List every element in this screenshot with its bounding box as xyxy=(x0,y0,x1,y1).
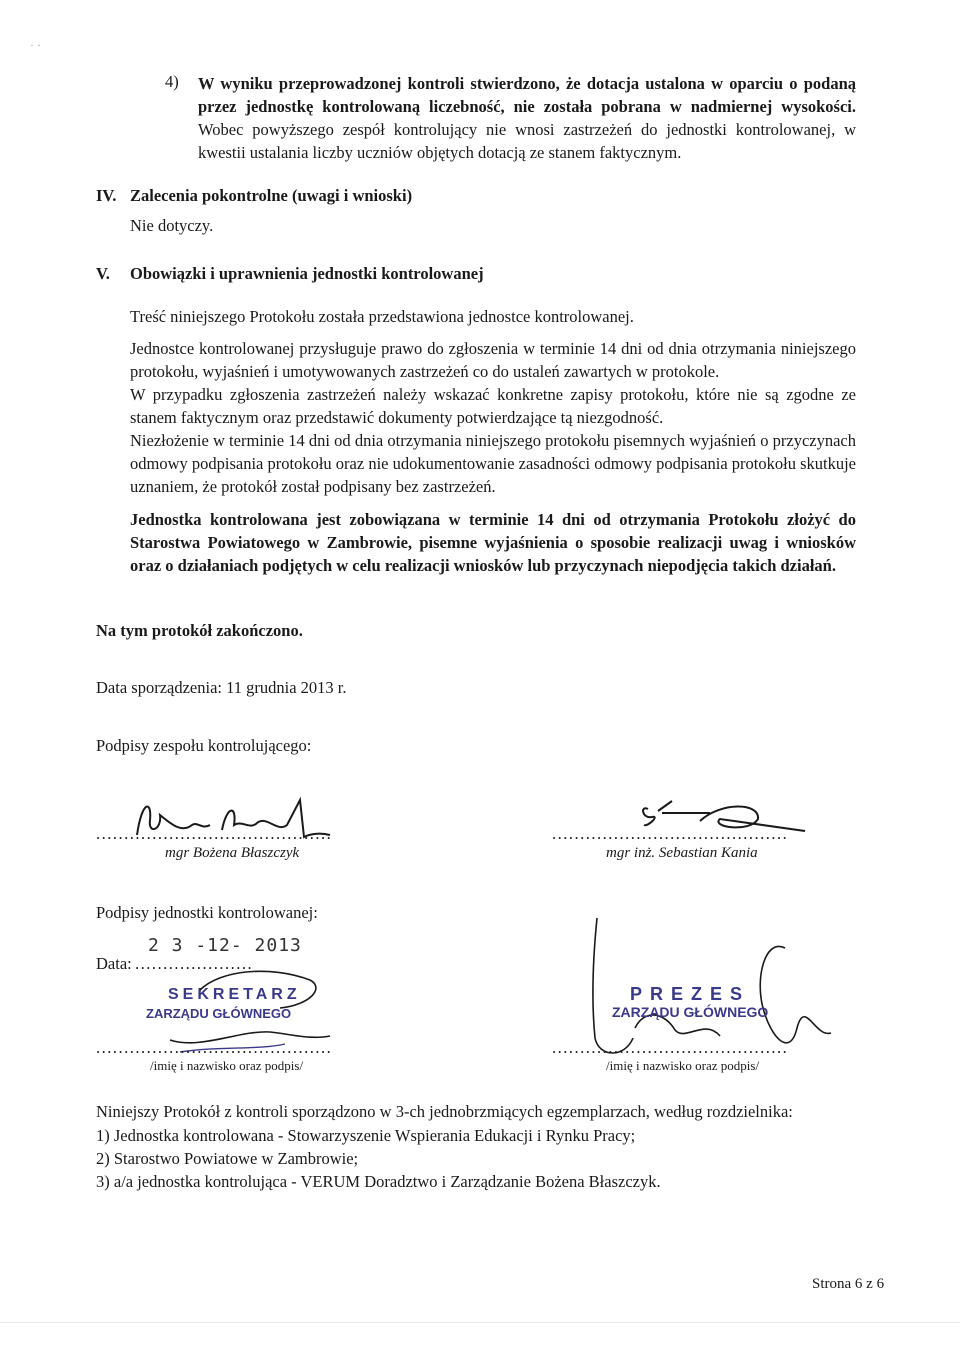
item4-number: 4) xyxy=(165,72,179,91)
section5-p4: Niezłożenie w terminie 14 dni od dnia otrzymania niniejszego protokołu pisemnych wyjaśnień o przyczynach odmowy podpisania protokołu oraz nie udokumentowanie zasadności odmowy podpisania protokołu skutkuje uznaniem, że protokół został podpisany bez zastrzeżeń. xyxy=(130,431,856,496)
scan-edge-divider xyxy=(0,1322,960,1323)
section5-p3: W przypadku zgłoszenia zastrzeżeń należy wskazać konkretne zapisy protokołu, które nie są zgodne ze stanem faktycznym oraz przedstawić dokumenty potwierdzające tą niezgodność. xyxy=(130,385,856,427)
distribution-item: 3) a/a jednostka kontrolująca - VERUM Doradztwo i Zarządzanie Bożena Błaszczyk. xyxy=(96,1172,661,1191)
section5-heading: Obowiązki i uprawnienia jednostki kontrolowanej xyxy=(130,264,484,283)
unit-signature-line-right: .......................................... xyxy=(552,1038,789,1057)
stamp-right-title: PREZES xyxy=(630,984,751,1004)
signature-line-right: .......................................... xyxy=(552,824,789,843)
date-stamp: 2 3 -12- 2013 xyxy=(148,935,302,956)
scan-mark: · · xyxy=(30,38,41,52)
unit-signatures-label: Podpisy jednostki kontrolowanej: xyxy=(96,903,318,922)
stamp-right-subtitle: ZARZĄDU GŁÓWNEGO xyxy=(612,1004,769,1020)
signatory-right-name: mgr inż. Sebastian Kania xyxy=(606,845,758,861)
section4-numeral: IV. xyxy=(96,186,117,205)
stamp-left-subtitle: ZARZĄDU GŁÓWNEGO xyxy=(146,1006,292,1021)
section5-numeral: V. xyxy=(96,264,110,283)
item4-paragraph xyxy=(198,72,856,164)
signature-line-left: .......................................... xyxy=(96,824,333,843)
section4-heading: Zalecenia pokontrolne (uwagi i wnioski) xyxy=(130,186,413,205)
closing-statement: Na tym protokół zakończono. xyxy=(96,621,303,640)
section5-p2: Jednostce kontrolowanej przysługuje prawo do zgłoszenia w terminie 14 dni od dnia otrzymania niniejszego protokołu, wyjaśnień i umotywowanych zastrzeżeń co do ustaleń zawartych w protokole. xyxy=(130,339,856,381)
section5-p1: Treść niniejszego Protokołu została przedstawiona jednostce kontrolowanej. xyxy=(130,307,634,326)
stamp-left-title: SEKRETARZ xyxy=(168,986,301,1003)
team-signatures-label: Podpisy zespołu kontrolującego: xyxy=(96,736,312,755)
distribution-item: 2) Starostwo Powiatowe w Zambrowie; xyxy=(96,1149,359,1168)
unit-signature-caption-left: /imię i nazwisko oraz podpis/ xyxy=(150,1058,304,1073)
unit-date-line: ..................... xyxy=(135,954,254,973)
item4-normal-text: Wobec powyższego zespół kontrolujący nie wnosi zastrzeżeń do jednostki kontrolowanej, w kwestii ustalania liczby uczniów objętych dotacją ze stanem faktycznym. xyxy=(198,120,856,162)
signatory-left-name: mgr Bożena Błaszczyk xyxy=(165,845,300,861)
distribution-intro: Niniejszy Protokół z kontroli sporządzono w 3-ch jednobrzmiących egzemplarzach, według rozdzielnika: xyxy=(96,1102,793,1121)
section5-obligation: Jednostka kontrolowana jest zobowiązana w terminie 14 dni od otrzymania Protokołu złożyć do Starostwa Powiatowego w Zambrowie, pisemne wyjaśnienia o sposobie realizacji uwag i wniosków oraz o działaniach podjętych w celu realizacji wniosków lub przyczynach niepodjęcia takich działań. xyxy=(130,510,856,575)
unit-date-label: Data: xyxy=(96,954,132,973)
page-number: Strona 6 z 6 xyxy=(812,1276,885,1292)
unit-signature-line-left: .......................................... xyxy=(96,1038,333,1057)
unit-signature-caption-right: /imię i nazwisko oraz podpis/ xyxy=(606,1058,760,1073)
distribution-item: 1) Jednostka kontrolowana - Stowarzyszenie Wspierania Edukacji i Rynku Pracy; xyxy=(96,1126,636,1145)
section4-body: Nie dotyczy. xyxy=(130,216,214,235)
date-of-drafting: Data sporządzenia: 11 grudnia 2013 r. xyxy=(96,678,347,697)
item4-bold-text: W wyniku przeprowadzonej kontroli stwierdzono, że dotacja ustalona w oparciu o podaną przez jednostkę kontrolowaną liczebność, nie została pobrana w nadmiernej wysokości. xyxy=(198,74,856,116)
